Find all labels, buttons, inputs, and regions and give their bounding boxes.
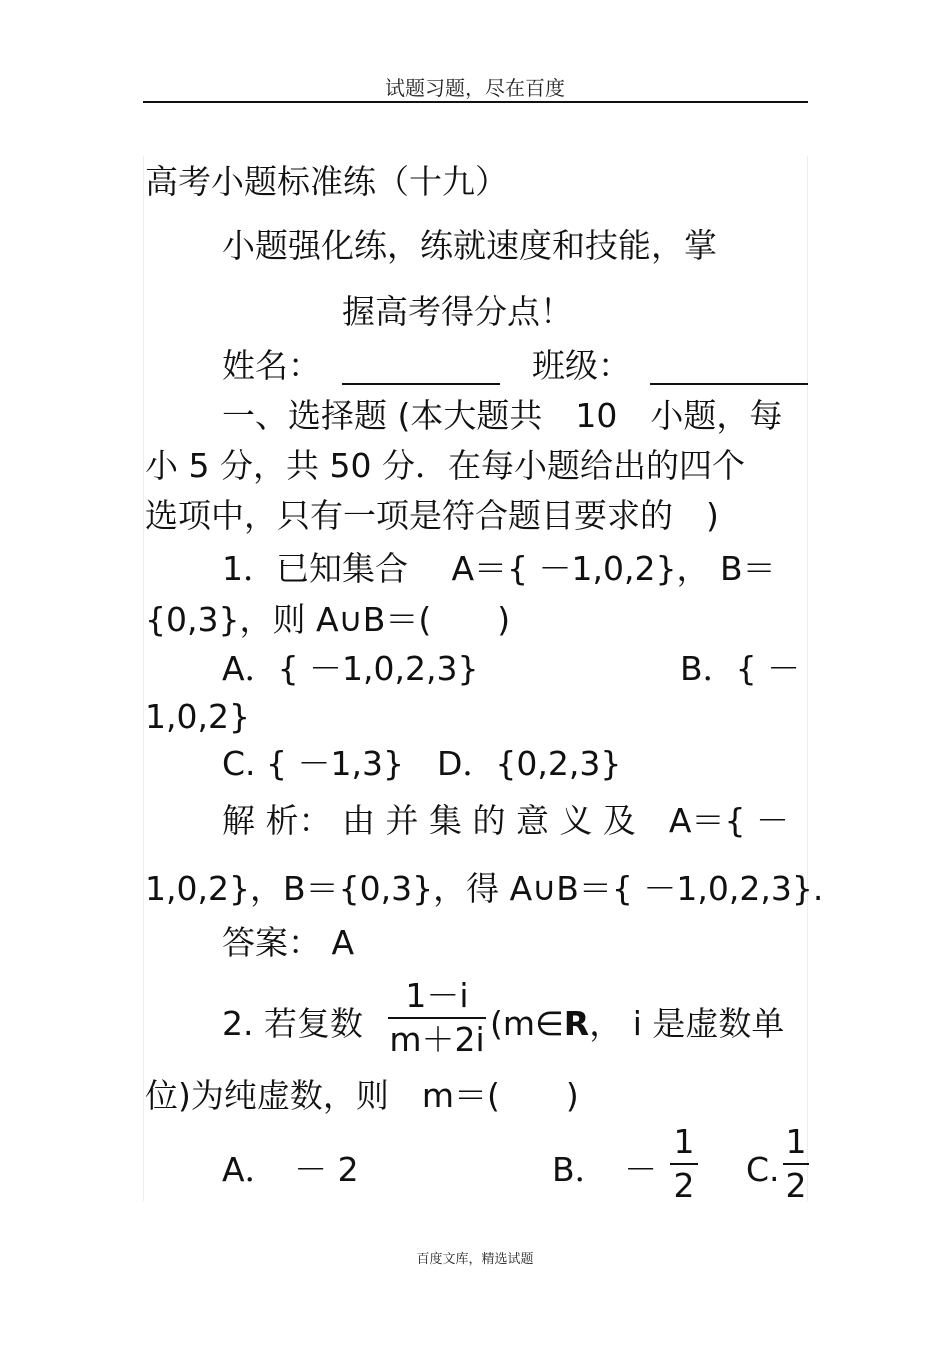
header-rule bbox=[143, 101, 808, 103]
q2-fraction-denominator: m＋2i bbox=[389, 1020, 485, 1059]
q2-option-c-numerator: 1 bbox=[785, 1122, 807, 1161]
class-label: 班级： bbox=[532, 346, 631, 385]
content-border-left bbox=[143, 156, 144, 1201]
doc-subtitle-line-2: 握高考得分点！ bbox=[342, 292, 573, 331]
q1-answer: 答案： A bbox=[222, 923, 355, 962]
q2-real-set-symbol: R bbox=[563, 1004, 590, 1043]
q2-option-b-label: B． － bbox=[552, 1150, 658, 1189]
name-blank bbox=[342, 383, 500, 385]
q2-stem-line-2: 位)为纯虚数，则 m＝( ) bbox=[145, 1076, 579, 1115]
page-header: 试题习题，尽在百度 bbox=[385, 76, 565, 100]
q2-stem-suffix bbox=[490, 1004, 784, 1044]
q1-options-c-d: C. { －1,3} D．{0,2,3} bbox=[222, 744, 622, 783]
q1-option-b-line-1: B．{ － bbox=[680, 649, 801, 688]
q2-option-b-fraction bbox=[670, 1124, 698, 1204]
q2-suffix-part-1: (m∈ bbox=[490, 1004, 564, 1043]
doc-title: 高考小题标准练（十九） bbox=[145, 162, 508, 201]
q2-option-c-fraction bbox=[783, 1124, 809, 1204]
q2-option-b-denominator: 2 bbox=[673, 1166, 695, 1205]
page-footer: 百度文库，精选试题 bbox=[416, 1252, 534, 1267]
q2-stem-prefix: 2. 若复数 bbox=[222, 1004, 363, 1043]
q2-fraction bbox=[388, 978, 486, 1058]
q1-stem-line-2: {0,3}，则 A∪B＝( ) bbox=[145, 600, 511, 639]
q2-option-c-bar bbox=[783, 1163, 809, 1165]
section-heading-line-1: 一、选择题 (本大题共 10 小题，每 bbox=[222, 396, 783, 435]
name-label: 姓名： bbox=[222, 346, 321, 385]
q2-option-b-bar bbox=[670, 1163, 698, 1165]
q1-analysis-line-1: 解 析： 由 并 集 的 意 义 及 A＝{ － bbox=[222, 801, 789, 840]
q1-option-b-line-2: 1,0,2} bbox=[145, 697, 250, 736]
q2-option-c-denominator: 2 bbox=[785, 1166, 807, 1205]
section-heading-line-2: 小 5 分，共 50 分．在每小题给出的四个 bbox=[145, 446, 745, 485]
q2-fraction-numerator: 1－i bbox=[405, 976, 469, 1015]
section-heading-line-3: 选项中，只有一项是符合题目要求的 ) bbox=[145, 496, 719, 535]
q2-suffix-part-2: ， i 是虚数单 bbox=[589, 1004, 785, 1043]
q2-fraction-bar bbox=[388, 1017, 486, 1019]
q2-option-b-numerator: 1 bbox=[673, 1122, 695, 1161]
content-border-right bbox=[807, 156, 808, 1201]
q2-option-c-label: C. bbox=[746, 1150, 780, 1189]
q1-option-a: A．{ －1,0,2,3} bbox=[222, 649, 479, 688]
doc-subtitle-line-1: 小题强化练，练就速度和技能，掌 bbox=[222, 226, 717, 265]
class-blank bbox=[650, 383, 808, 385]
q1-analysis-line-2: 1,0,2}，B＝{0,3}，得 A∪B＝{ －1,0,2,3}. bbox=[145, 869, 824, 908]
q2-option-a: A． － 2 bbox=[222, 1150, 359, 1189]
q1-stem-line-1: 1．已知集合 A＝{ －1,0,2}， B＝ bbox=[222, 549, 776, 588]
